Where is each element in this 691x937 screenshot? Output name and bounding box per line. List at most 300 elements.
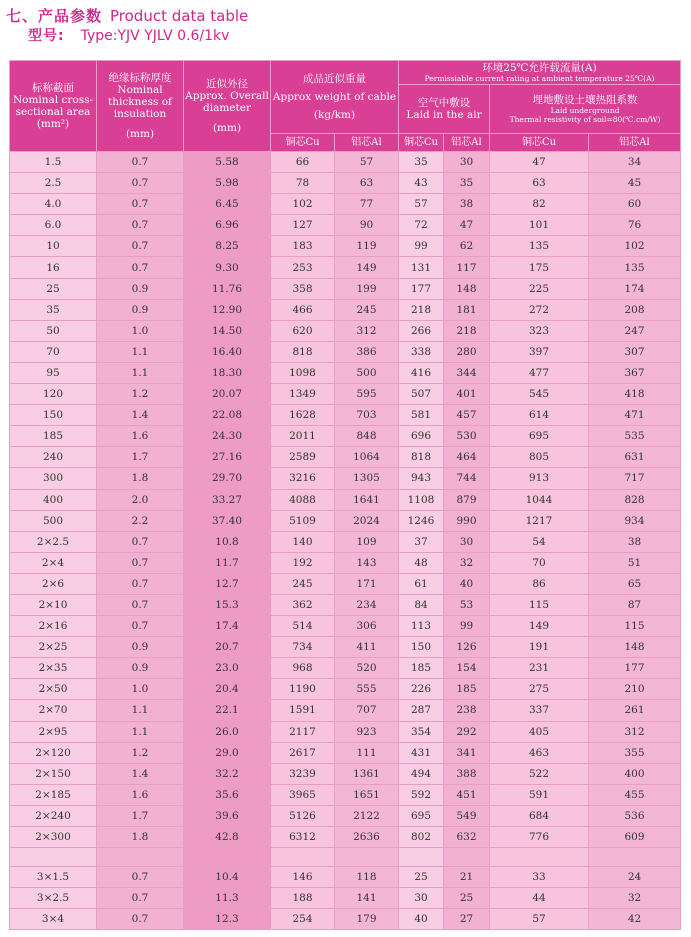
cell-ground-al: 115 xyxy=(589,616,681,637)
header-ground-al: 铝芯Al xyxy=(589,134,681,152)
cell-air-cu: 696 xyxy=(399,426,444,447)
cell-insulation-thickness: 1.8 xyxy=(97,827,184,848)
cell-cross-section: 2×6 xyxy=(10,573,97,594)
cell-air-cu: 226 xyxy=(399,679,444,700)
table-row xyxy=(10,384,681,405)
cell-weight-cu: 188 xyxy=(271,888,335,909)
cell-cross-section: 120 xyxy=(10,384,97,405)
cell-ground-al: 609 xyxy=(589,827,681,848)
cell-weight-al: 306 xyxy=(335,616,399,637)
cell-overall-diameter: 9.30 xyxy=(184,257,271,278)
cell-air-cu: 266 xyxy=(399,320,444,341)
cell-air-cu: 218 xyxy=(399,299,444,320)
cell-air-al: 126 xyxy=(444,637,490,658)
cell-weight-al: 199 xyxy=(335,278,399,299)
cell-ground-cu: 82 xyxy=(490,194,589,215)
table-row xyxy=(10,194,681,215)
table-row xyxy=(10,848,681,867)
cell-cross-section: 2×300 xyxy=(10,827,97,848)
cell-ground-al: 76 xyxy=(589,215,681,236)
cell-cross-section xyxy=(10,848,97,867)
cell-weight-al: 500 xyxy=(335,362,399,383)
cell-weight-cu: 1591 xyxy=(271,700,335,721)
cell-overall-diameter: 5.58 xyxy=(184,152,271,173)
cell-air-cu: 113 xyxy=(399,616,444,637)
header-insulation-cn: 绝缘标称厚度 xyxy=(108,72,172,84)
header-air-cu: 铜芯Cu xyxy=(399,134,444,152)
cell-air-cu: 287 xyxy=(399,700,444,721)
cell-cross-section: 70 xyxy=(10,341,97,362)
cell-weight-cu: 362 xyxy=(271,594,335,615)
cell-air-al: 62 xyxy=(444,236,490,257)
cell-ground-cu: 477 xyxy=(490,362,589,383)
table-row xyxy=(10,215,681,236)
cell-ground-cu: 397 xyxy=(490,341,589,362)
cell-weight-cu xyxy=(271,848,335,867)
cell-air-al: 530 xyxy=(444,426,490,447)
cell-air-al: 744 xyxy=(444,468,490,489)
cell-weight-al: 119 xyxy=(335,236,399,257)
cell-insulation-thickness: 1.7 xyxy=(97,447,184,468)
cell-ground-al: 717 xyxy=(589,468,681,489)
cell-air-cu: 84 xyxy=(399,594,444,615)
cell-ground-al: 102 xyxy=(589,236,681,257)
cell-air-cu: 494 xyxy=(399,763,444,784)
table-row xyxy=(10,700,681,721)
header-laid-underground xyxy=(490,85,681,134)
cell-air-al: 32 xyxy=(444,552,490,573)
cell-overall-diameter: 8.25 xyxy=(184,236,271,257)
cell-air-al: 154 xyxy=(444,658,490,679)
cell-air-al: 280 xyxy=(444,341,490,362)
cell-weight-cu: 5126 xyxy=(271,805,335,826)
header-insulation xyxy=(97,61,184,152)
product-data-table xyxy=(9,60,681,930)
cell-overall-diameter: 10.8 xyxy=(184,531,271,552)
cell-overall-diameter: 12.7 xyxy=(184,573,271,594)
cell-weight-al: 312 xyxy=(335,320,399,341)
cell-weight-al: 149 xyxy=(335,257,399,278)
table-row xyxy=(10,805,681,826)
cell-ground-cu: 275 xyxy=(490,679,589,700)
table-row xyxy=(10,341,681,362)
cell-insulation-thickness: 0.7 xyxy=(97,257,184,278)
cell-ground-cu: 231 xyxy=(490,658,589,679)
cell-ground-al: 355 xyxy=(589,742,681,763)
cell-weight-al: 595 xyxy=(335,384,399,405)
cell-overall-diameter: 16.40 xyxy=(184,341,271,362)
header-current-rating-cn: 环境25℃允许载流量(A) xyxy=(482,62,597,74)
table-row xyxy=(10,573,681,594)
cell-ground-al: 32 xyxy=(589,888,681,909)
cell-ground-cu: 323 xyxy=(490,320,589,341)
header-insulation-unit: (mm) xyxy=(125,128,155,140)
cell-cross-section: 2×120 xyxy=(10,742,97,763)
cell-insulation-thickness: 1.7 xyxy=(97,805,184,826)
table-body xyxy=(10,152,681,930)
cell-cross-section: 185 xyxy=(10,426,97,447)
cell-weight-cu: 192 xyxy=(271,552,335,573)
cell-weight-al: 848 xyxy=(335,426,399,447)
cell-air-al: 27 xyxy=(444,909,490,930)
cell-air-cu: 57 xyxy=(399,194,444,215)
cell-insulation-thickness: 2.0 xyxy=(97,489,184,510)
cell-overall-diameter: 20.7 xyxy=(184,637,271,658)
cell-air-al: 30 xyxy=(444,152,490,173)
cell-insulation-thickness: 0.7 xyxy=(97,236,184,257)
table-row xyxy=(10,257,681,278)
cell-overall-diameter: 20.07 xyxy=(184,384,271,405)
cell-ground-al xyxy=(589,848,681,867)
cell-ground-cu: 1044 xyxy=(490,489,589,510)
cell-air-cu: 581 xyxy=(399,405,444,426)
cell-air-al: 185 xyxy=(444,679,490,700)
cell-cross-section: 2×35 xyxy=(10,658,97,679)
cell-cross-section: 6.0 xyxy=(10,215,97,236)
cell-cross-section: 10 xyxy=(10,236,97,257)
cell-weight-cu: 3239 xyxy=(271,763,335,784)
header-diameter-unit: (mm) xyxy=(212,122,242,134)
cell-overall-diameter: 12.90 xyxy=(184,299,271,320)
cell-insulation-thickness: 2.2 xyxy=(97,510,184,531)
table-row xyxy=(10,173,681,194)
header-laid-in-air xyxy=(399,85,490,134)
header-air-al: 铝芯Al xyxy=(444,134,490,152)
cell-ground-cu: 115 xyxy=(490,594,589,615)
header-weight-en: Approx weight of cable xyxy=(272,91,397,103)
cell-air-al: 464 xyxy=(444,447,490,468)
cell-insulation-thickness: 0.7 xyxy=(97,867,184,888)
cell-insulation-thickness: 0.7 xyxy=(97,152,184,173)
cell-air-cu xyxy=(399,848,444,867)
cell-air-al: 341 xyxy=(444,742,490,763)
cell-overall-diameter xyxy=(184,848,271,867)
cell-weight-al: 1064 xyxy=(335,447,399,468)
table-row xyxy=(10,909,681,930)
cell-air-cu: 592 xyxy=(399,784,444,805)
header-laid-in-air-en: Laid in the air xyxy=(406,109,482,121)
cell-air-al: 292 xyxy=(444,721,490,742)
cell-air-cu: 695 xyxy=(399,805,444,826)
cell-weight-cu: 734 xyxy=(271,637,335,658)
header-current-rating-en: Permissiable current rating at ambient temperature 25℃(A) xyxy=(424,74,655,83)
cell-weight-cu: 66 xyxy=(271,152,335,173)
header-diameter-cn: 近似外径 xyxy=(206,78,248,90)
cell-weight-cu: 183 xyxy=(271,236,335,257)
cell-weight-al: 2024 xyxy=(335,510,399,531)
cell-ground-cu: 47 xyxy=(490,152,589,173)
cell-cross-section: 2×240 xyxy=(10,805,97,826)
cell-ground-al: 828 xyxy=(589,489,681,510)
cell-air-al: 99 xyxy=(444,616,490,637)
cell-ground-al: 51 xyxy=(589,552,681,573)
cell-weight-cu: 514 xyxy=(271,616,335,637)
cell-air-al: 388 xyxy=(444,763,490,784)
cell-weight-cu: 1349 xyxy=(271,384,335,405)
cell-weight-al: 109 xyxy=(335,531,399,552)
cell-ground-cu xyxy=(490,848,589,867)
cell-overall-diameter: 35.6 xyxy=(184,784,271,805)
cell-overall-diameter: 24.30 xyxy=(184,426,271,447)
cell-weight-al: 520 xyxy=(335,658,399,679)
table-row xyxy=(10,468,681,489)
cell-ground-al: 34 xyxy=(589,152,681,173)
cell-cross-section: 2×10 xyxy=(10,594,97,615)
cell-air-al: 218 xyxy=(444,320,490,341)
cell-air-al: 21 xyxy=(444,867,490,888)
cell-ground-cu: 149 xyxy=(490,616,589,637)
cell-insulation-thickness: 1.0 xyxy=(97,320,184,341)
cell-overall-diameter: 6.96 xyxy=(184,215,271,236)
cell-weight-al: 77 xyxy=(335,194,399,215)
header-diameter xyxy=(184,61,271,152)
cell-ground-al: 148 xyxy=(589,637,681,658)
cell-overall-diameter: 37.40 xyxy=(184,510,271,531)
cell-overall-diameter: 18.30 xyxy=(184,362,271,383)
cell-air-al: 549 xyxy=(444,805,490,826)
cell-weight-al: 57 xyxy=(335,152,399,173)
cell-cross-section: 2×50 xyxy=(10,679,97,700)
cell-ground-cu: 70 xyxy=(490,552,589,573)
cell-ground-cu: 191 xyxy=(490,637,589,658)
table-row xyxy=(10,320,681,341)
cell-cross-section: 300 xyxy=(10,468,97,489)
cell-weight-al: 90 xyxy=(335,215,399,236)
table-row xyxy=(10,637,681,658)
cell-ground-al: 60 xyxy=(589,194,681,215)
heading-line-2 xyxy=(6,26,248,46)
cell-weight-cu: 818 xyxy=(271,341,335,362)
cell-ground-al: 38 xyxy=(589,531,681,552)
cell-air-al: 238 xyxy=(444,700,490,721)
cell-insulation-thickness: 1.1 xyxy=(97,700,184,721)
table-row xyxy=(10,827,681,848)
cell-ground-cu: 44 xyxy=(490,888,589,909)
cell-air-cu: 338 xyxy=(399,341,444,362)
cell-ground-al: 455 xyxy=(589,784,681,805)
cell-air-cu: 72 xyxy=(399,215,444,236)
cell-ground-cu: 101 xyxy=(490,215,589,236)
cell-air-cu: 99 xyxy=(399,236,444,257)
table-row xyxy=(10,362,681,383)
header-cross-section-cn: 标称截面 xyxy=(32,82,74,94)
cell-ground-cu: 913 xyxy=(490,468,589,489)
cell-air-al: 117 xyxy=(444,257,490,278)
cell-air-cu: 802 xyxy=(399,827,444,848)
cell-weight-cu: 466 xyxy=(271,299,335,320)
cell-air-al xyxy=(444,848,490,867)
cell-insulation-thickness: 0.7 xyxy=(97,909,184,930)
cell-cross-section: 50 xyxy=(10,320,97,341)
cell-weight-cu: 146 xyxy=(271,867,335,888)
cell-air-cu: 818 xyxy=(399,447,444,468)
cell-insulation-thickness: 1.6 xyxy=(97,426,184,447)
cell-weight-cu: 140 xyxy=(271,531,335,552)
cell-weight-cu: 2011 xyxy=(271,426,335,447)
header-insulation-en: Nominal thickness of insulation xyxy=(108,84,172,120)
cell-weight-cu: 3965 xyxy=(271,784,335,805)
cell-weight-al: 179 xyxy=(335,909,399,930)
cell-ground-al: 312 xyxy=(589,721,681,742)
cell-weight-al: 2122 xyxy=(335,805,399,826)
cell-weight-cu: 1190 xyxy=(271,679,335,700)
cell-air-cu: 131 xyxy=(399,257,444,278)
header-weight xyxy=(271,61,399,134)
cell-overall-diameter: 22.1 xyxy=(184,700,271,721)
cell-ground-al: 400 xyxy=(589,763,681,784)
cell-air-al: 148 xyxy=(444,278,490,299)
cell-overall-diameter: 27.16 xyxy=(184,447,271,468)
cell-ground-al: 24 xyxy=(589,867,681,888)
cell-overall-diameter: 29.70 xyxy=(184,468,271,489)
cell-ground-cu: 337 xyxy=(490,700,589,721)
cell-insulation-thickness: 1.4 xyxy=(97,763,184,784)
cell-air-cu: 177 xyxy=(399,278,444,299)
cell-ground-al: 471 xyxy=(589,405,681,426)
cell-cross-section: 240 xyxy=(10,447,97,468)
cell-ground-al: 934 xyxy=(589,510,681,531)
cell-ground-cu: 135 xyxy=(490,236,589,257)
cell-insulation-thickness: 1.4 xyxy=(97,405,184,426)
cell-weight-cu: 254 xyxy=(271,909,335,930)
table-row xyxy=(10,721,681,742)
cell-overall-diameter: 20.4 xyxy=(184,679,271,700)
header-laid-in-air-cn: 空气中敷设 xyxy=(417,97,471,109)
cell-ground-cu: 1217 xyxy=(490,510,589,531)
cell-ground-cu: 225 xyxy=(490,278,589,299)
cell-weight-al: 118 xyxy=(335,867,399,888)
cell-overall-diameter: 12.3 xyxy=(184,909,271,930)
cell-ground-cu: 86 xyxy=(490,573,589,594)
cell-weight-cu: 968 xyxy=(271,658,335,679)
cell-ground-al: 208 xyxy=(589,299,681,320)
cell-overall-diameter: 29.0 xyxy=(184,742,271,763)
cell-air-cu: 1246 xyxy=(399,510,444,531)
cell-ground-al: 418 xyxy=(589,384,681,405)
cell-insulation-thickness: 0.7 xyxy=(97,173,184,194)
cell-weight-al: 141 xyxy=(335,888,399,909)
cell-ground-cu: 54 xyxy=(490,531,589,552)
cell-weight-cu: 2617 xyxy=(271,742,335,763)
cell-ground-cu: 57 xyxy=(490,909,589,930)
cell-ground-cu: 522 xyxy=(490,763,589,784)
heading-title-en: Product data table xyxy=(110,7,249,25)
cell-ground-al: 535 xyxy=(589,426,681,447)
cell-insulation-thickness: 1.1 xyxy=(97,362,184,383)
cell-insulation-thickness xyxy=(97,848,184,867)
cell-weight-al: 923 xyxy=(335,721,399,742)
cell-ground-al: 135 xyxy=(589,257,681,278)
cell-air-al: 401 xyxy=(444,384,490,405)
table-row xyxy=(10,426,681,447)
cell-cross-section: 3×4 xyxy=(10,909,97,930)
cell-overall-diameter: 39.6 xyxy=(184,805,271,826)
cell-insulation-thickness: 0.7 xyxy=(97,215,184,236)
cell-insulation-thickness: 1.8 xyxy=(97,468,184,489)
cell-weight-cu: 4088 xyxy=(271,489,335,510)
cell-weight-al: 111 xyxy=(335,742,399,763)
cell-insulation-thickness: 1.2 xyxy=(97,742,184,763)
cell-cross-section: 2×25 xyxy=(10,637,97,658)
table-row xyxy=(10,510,681,531)
cell-weight-cu: 2589 xyxy=(271,447,335,468)
header-diameter-en: Approx. Overall diameter xyxy=(185,90,269,114)
cell-air-cu: 40 xyxy=(399,909,444,930)
header-soil-resistivity: Thermal resistivity of soil=80(℃.cm/W) xyxy=(509,115,661,124)
cell-overall-diameter: 32.2 xyxy=(184,763,271,784)
cell-air-al: 879 xyxy=(444,489,490,510)
cell-weight-cu: 1098 xyxy=(271,362,335,383)
cell-air-cu: 25 xyxy=(399,867,444,888)
cell-air-al: 25 xyxy=(444,888,490,909)
table-row xyxy=(10,299,681,320)
cell-cross-section: 25 xyxy=(10,278,97,299)
cell-air-al: 47 xyxy=(444,215,490,236)
cell-insulation-thickness: 0.7 xyxy=(97,616,184,637)
cell-cross-section: 2×150 xyxy=(10,763,97,784)
cell-cross-section: 400 xyxy=(10,489,97,510)
cell-cross-section: 2×95 xyxy=(10,721,97,742)
cell-insulation-thickness: 1.1 xyxy=(97,721,184,742)
cell-ground-cu: 614 xyxy=(490,405,589,426)
cell-cross-section: 2.5 xyxy=(10,173,97,194)
table-header xyxy=(10,61,681,152)
cell-cross-section: 2×2.5 xyxy=(10,531,97,552)
table-row xyxy=(10,888,681,909)
cell-air-al: 35 xyxy=(444,173,490,194)
cell-cross-section: 500 xyxy=(10,510,97,531)
cell-ground-al: 45 xyxy=(589,173,681,194)
cell-weight-al xyxy=(335,848,399,867)
table-row xyxy=(10,742,681,763)
cell-overall-diameter: 10.4 xyxy=(184,867,271,888)
cell-weight-cu: 3216 xyxy=(271,468,335,489)
cell-air-cu: 185 xyxy=(399,658,444,679)
cell-air-cu: 416 xyxy=(399,362,444,383)
cell-insulation-thickness: 0.9 xyxy=(97,299,184,320)
cell-cross-section: 95 xyxy=(10,362,97,383)
cell-ground-al: 42 xyxy=(589,909,681,930)
cell-air-cu: 43 xyxy=(399,173,444,194)
type-label-cn: 型号: xyxy=(28,28,65,44)
cell-overall-diameter: 26.0 xyxy=(184,721,271,742)
cell-weight-al: 2636 xyxy=(335,827,399,848)
cell-overall-diameter: 5.98 xyxy=(184,173,271,194)
cell-air-al: 40 xyxy=(444,573,490,594)
cell-weight-al: 555 xyxy=(335,679,399,700)
cell-ground-al: 367 xyxy=(589,362,681,383)
page-heading xyxy=(6,6,248,46)
cell-air-al: 451 xyxy=(444,784,490,805)
header-weight-al: 铝芯Al xyxy=(335,134,399,152)
cell-weight-cu: 78 xyxy=(271,173,335,194)
cell-cross-section: 2×185 xyxy=(10,784,97,805)
cell-ground-cu: 684 xyxy=(490,805,589,826)
cell-air-cu: 431 xyxy=(399,742,444,763)
cell-insulation-thickness: 0.7 xyxy=(97,888,184,909)
cell-weight-al: 1361 xyxy=(335,763,399,784)
cell-overall-diameter: 22.08 xyxy=(184,405,271,426)
cell-ground-al: 307 xyxy=(589,341,681,362)
cell-overall-diameter: 23.0 xyxy=(184,658,271,679)
cell-insulation-thickness: 1.0 xyxy=(97,679,184,700)
table-row xyxy=(10,552,681,573)
cell-ground-al: 210 xyxy=(589,679,681,700)
cell-weight-al: 1305 xyxy=(335,468,399,489)
table-row xyxy=(10,236,681,257)
cell-cross-section: 2×70 xyxy=(10,700,97,721)
cell-overall-diameter: 17.4 xyxy=(184,616,271,637)
